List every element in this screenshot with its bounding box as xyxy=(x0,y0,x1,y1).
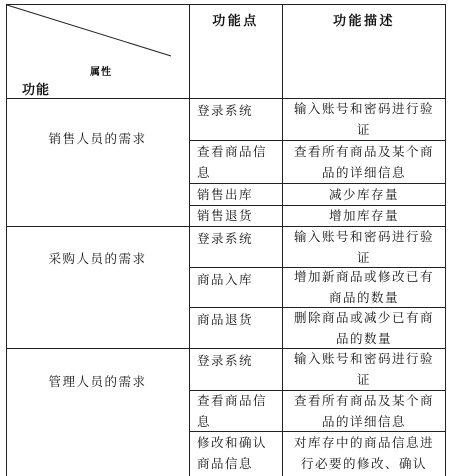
group-name-sales: 销售人员的需求 xyxy=(48,130,147,146)
header-function-label: 功能 xyxy=(22,82,51,98)
function-desc-cell: 输入账号和密码进行验证 xyxy=(293,351,434,387)
function-point-cell: 销售出库 xyxy=(197,186,254,202)
function-point-cell: 商品入库 xyxy=(197,272,254,287)
header-attribute-label: 属性 xyxy=(90,66,112,78)
function-desc-cell: 增加新商品或修改已有商品的数量 xyxy=(293,269,434,305)
function-desc-cell: 输入账号和密码进行验证 xyxy=(293,228,434,265)
function-point-cell: 商品退货 xyxy=(197,312,254,327)
function-point-cell: 修改和确认商品信息 xyxy=(197,435,268,471)
function-point-cell: 销售退货 xyxy=(197,208,254,223)
function-desc-cell: 减少库存量 xyxy=(328,186,399,202)
header-function-desc: 功能描述 xyxy=(332,13,395,29)
requirements-table xyxy=(6,4,446,476)
function-desc-cell: 查看所有商品及某个商品的详细信息 xyxy=(293,143,434,180)
function-desc-cell: 删除商品或减少已有商品的数量 xyxy=(293,309,434,346)
function-desc-cell: 输入账号和密码进行验证 xyxy=(293,101,434,137)
group-name-management: 管理人员的需求 xyxy=(48,373,147,389)
function-point-cell: 查看商品信息 xyxy=(197,392,268,429)
function-desc-cell: 增加库存量 xyxy=(328,208,399,223)
function-desc-cell: 查看所有商品及某个商品的详细信息 xyxy=(293,392,434,429)
function-point-cell: 登录系统 xyxy=(197,353,254,368)
function-point-cell: 登录系统 xyxy=(197,103,254,118)
header-function-point: 功能点 xyxy=(212,13,259,29)
function-desc-cell: 对库存中的商品信息进行必要的修改、确认 xyxy=(293,435,434,471)
group-name-purchase: 采购人员的需求 xyxy=(48,250,147,266)
function-point-cell: 登录系统 xyxy=(197,231,254,246)
function-point-cell: 查看商品信息 xyxy=(197,143,268,180)
